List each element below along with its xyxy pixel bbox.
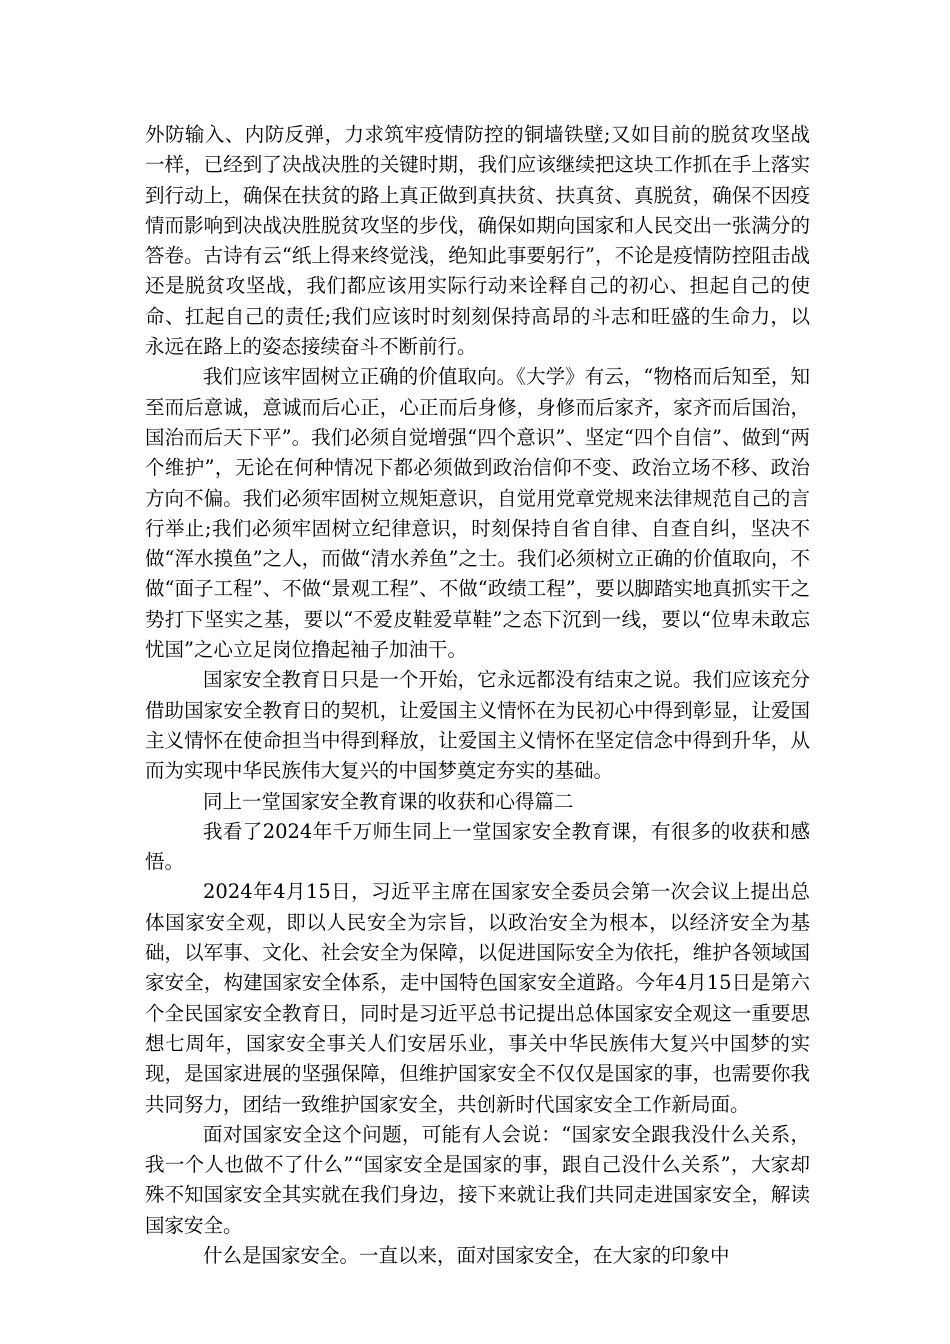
paragraph-value-orientation: 我们应该牢固树立正确的价值取向。《大学》有云，“物格而后知至，知至而后意诚，意诚而后心正，心正而后身修，身修而后家齐，家齐而后国治，国治而后天下平”。我们必须自觉增强“四个意识”、坚定“四个自信”、做到“两个维护”，无论在何种情况下都必须做到政治信仰不变、政治立场不移、政治方向不偏。我们必须牢固树立规矩意识，自觉用党章党规来法律规范自己的言行举止;我们必须牢固树立纪律意识，时刻保持自省自律、自查自纠，坚决不做“浑水摸鱼”之人，而做“清水养鱼”之士。我们必须树立正确的价值取向，不做“面子工程”、不做“景观工程”、不做“政绩工程”，要以脚踏实地真抓实干之势打下坚实之基，要以“不爱皮鞋爱草鞋”之态下沉到一线，要以“位卑未敢忘忧国”之心立足岗位撸起袖子加油干。 <box>145 365 810 662</box>
paragraph-education-day: 国家安全教育日只是一个开始，它永远都没有结束之说。我们应该充分借助国家安全教育日的契机，让爱国主义情怀在为民初心中得到彰显，让爱国主义情怀在使命担当中得到释放，让爱国主义情怀在坚定信念中得到升华，从而为实现中华民族伟大复兴的中国梦奠定夯实的基础。 <box>145 668 810 783</box>
document-body <box>145 120 810 1271</box>
paragraph-continuation: 外防输入、内防反弹，力求筑牢疫情防控的铜墙铁壁;又如目前的脱贫攻坚战一样，已经到了决战决胜的关键时期，我们应该继续把这块工作抓在手上落实到行动上，确保在扶贫的路上真正做到真扶贫、扶真贫、真脱贫，确保不因疫情而影响到决战决胜脱贫攻坚的步伐，确保如期向国家和人民交出一张满分的答卷。古诗有云“纸上得来终觉浅，绝知此事要躬行”，不论是疫情防控阻击战还是脱贫攻坚战，我们都应该用实际行动来诠释自己的初心、担起自己的使命、扛起自己的责任;我们应该时时刻刻保持高昂的斗志和旺盛的生命力，以永远在路上的姿态接续奋斗不断前行。 <box>145 123 810 359</box>
paragraph-common-views: 面对国家安全这个问题，可能有人会说：“国家安全跟我没什么关系，我一个人也做不了什么”“国家安全是国家的事，跟自己没什么关系”，大家却殊不知国家安全其实就在我们身边，接下来就让我们共同走进国家安全，解读国家安全。 <box>145 1122 810 1237</box>
paragraph-security-concept: 2024年4月15日，习近平主席在国家安全委员会第一次会议上提出总体国家安全观，即以人民安全为宗旨，以政治安全为根本，以经济安全为基础，以军事、文化、社会安全为保障，以促进国际安全为依托，维护各领域国家安全，构建国家安全体系，走中国特色国家安全道路。今年4月15日是第六个全民国家安全教育日，同时是习近平总书记提出总体国家安全观这一重要思想七周年，国家安全事关人们安居乐业，事关中华民族伟大复兴中国梦的实现，是国家进展的坚强保障，但维护国家安全不仅仅是国家的事，也需要你我共同努力，团结一致维护国家安全，共创新时代国家安全工作新局面。 <box>145 880 810 1116</box>
paragraph-intro: 我看了2024年千万师生同上一堂国家安全教育课，有很多的收获和感悟。 <box>145 819 810 874</box>
paragraph-what-is-security: 什么是国家安全。一直以来，面对国家安全，在大家的印象中 <box>203 1243 730 1267</box>
section-heading: 同上一堂国家安全教育课的收获和心得篇二 <box>203 789 574 813</box>
